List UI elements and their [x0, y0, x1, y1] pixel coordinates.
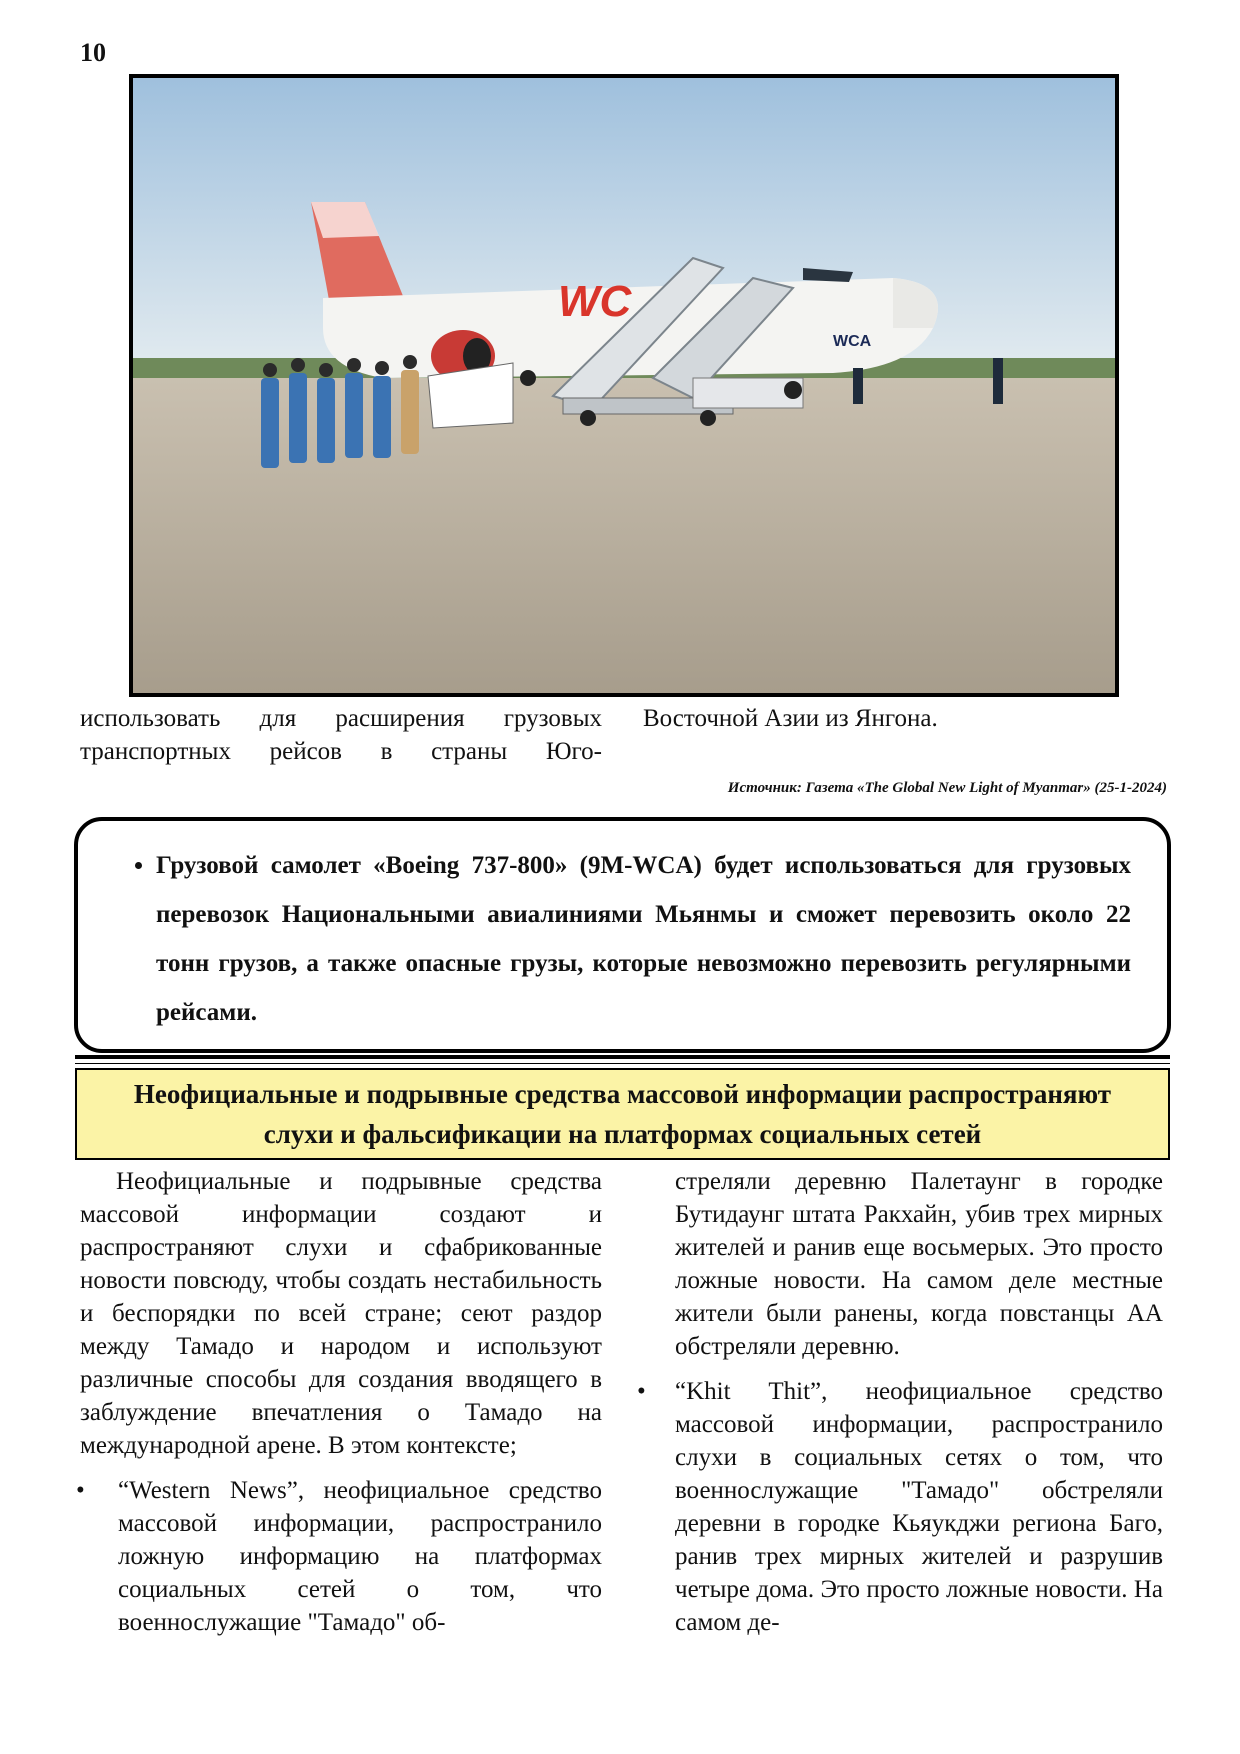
- tarmac: [133, 378, 1115, 693]
- headline-box: [75, 1068, 1170, 1160]
- plane-registration-text: WCA: [833, 333, 872, 350]
- section-rule-thick: [75, 1055, 1170, 1059]
- highlight-list: [126, 841, 1131, 1037]
- caption-left: использовать для расширения грузовых транспортных рейсов в страны Юго-: [80, 705, 602, 765]
- list-item: [637, 1375, 1163, 1639]
- bullet-text-khit-thit: “Khit Thit”, неофициальное средство массовой информации, распространило слухи в социальных сетях о том, что военнослужащие "Тамадо" обстреляли деревни в городке Кьяукджи региона Баго, ранив трех мирных жителей и разрушив четыре дома. Это просто ложные новости. На самом де-: [675, 1378, 1163, 1636]
- section-rule-thin: [75, 1063, 1170, 1064]
- article-headline: Неофициальные и подрывные средства массовой информации распространяют слухи и фальсификации на платформах социальных сетей: [133, 1079, 1112, 1149]
- photo-scene: [133, 78, 1115, 693]
- highlight-box: [74, 817, 1171, 1053]
- right-column: [637, 1165, 1163, 1639]
- highlight-bullet: • Грузовой самолет «Boeing 737-800» (9M-WCA) будет использоваться для грузовых перевозок Национальными авиалиниями Мьянмы и сможет перевозить около 22 тонн грузов, а также опасные грузы, которые невозможно перевозить регулярными рейсами.: [156, 841, 1131, 1037]
- intro-paragraph: Неофициальные и подрывные средства массовой информации создают и распространяют слухи и сфабрикованные новости повсюду, чтобы создать нестабильность и беспорядки по всей стране; сеют раздор между Тамадо и народом и используют различные способы для создания вводящего в заблуждение впечатления о Тамадо на международной арене. В этом контексте;: [80, 1168, 602, 1459]
- bullet-text-western-news: “Western News”, неофициальное средство массовой информации, распространило ложную информацию на платформах социальных сетей о том, что военнослужащие "Тамадо" об-: [118, 1477, 602, 1636]
- airplane-photo: [129, 74, 1119, 697]
- source-line: Источник: Газета «The Global New Light of Myanmar» (25-1-2024): [727, 780, 1167, 796]
- caption-right: Восточной Азии из Янгона.: [643, 705, 938, 732]
- bullet-symbol: •: [76, 1477, 85, 1504]
- right-bullet-list: [637, 1375, 1163, 1639]
- bullet-symbol: •: [637, 1378, 646, 1405]
- left-bullet-list: [76, 1474, 602, 1639]
- list-item: [76, 1474, 602, 1639]
- left-column: [76, 1165, 602, 1639]
- continuation-paragraph: стреляли деревню Палетаунг в городке Бутидаунг штата Ракхайн, убив трех мирных жителей и ранив еще восьмерых. Это просто ложные новости. На самом деле местные жители были ранены, когда повстанцы АА обстреляли деревню.: [675, 1168, 1163, 1360]
- plane-logo-text: WC: [558, 277, 632, 326]
- page-number: 10: [80, 38, 106, 67]
